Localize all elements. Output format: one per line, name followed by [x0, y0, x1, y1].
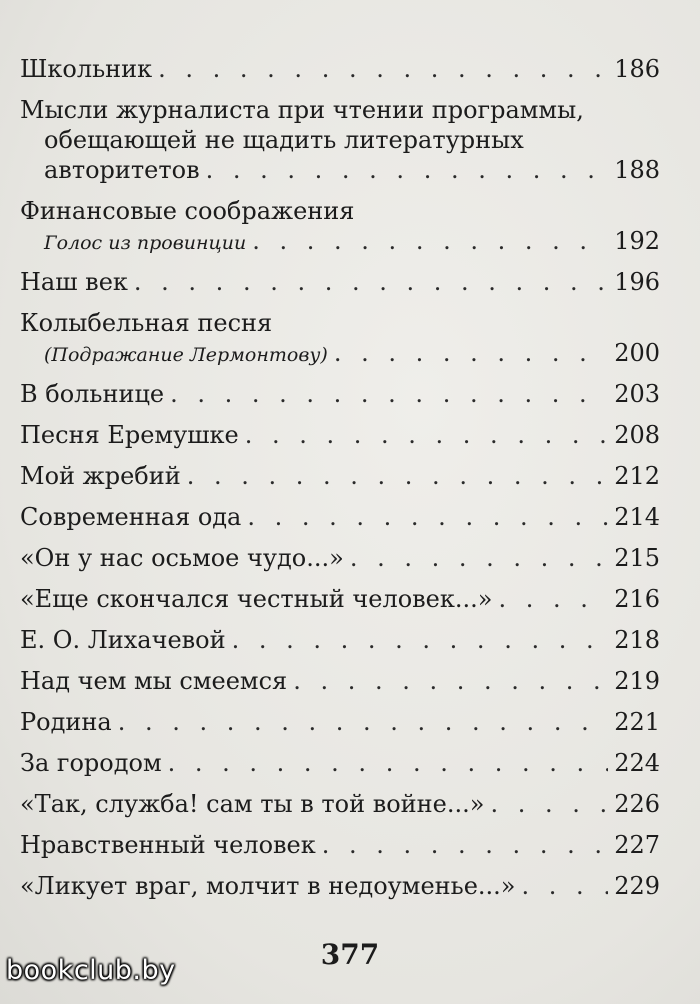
toc-entry-line	[20, 420, 660, 450]
toc-entry-page: 186	[614, 55, 660, 83]
toc-entry	[20, 95, 660, 185]
toc-entry-title: Финансовые соображения	[20, 197, 355, 225]
dot-leader	[245, 420, 608, 450]
toc-entry	[20, 420, 660, 450]
toc-entry-title: Песня Еремушке	[20, 421, 239, 449]
toc-entry-line	[20, 155, 660, 185]
dot-leader	[168, 748, 609, 778]
toc-entry-line	[20, 267, 660, 297]
page-number: 377	[320, 938, 380, 971]
toc-entry-title: Над чем мы смеемся	[20, 667, 288, 695]
toc-entry-title: «Так, служба! сам ты в той войне...»	[20, 790, 485, 818]
toc-entry-title: Колыбельная песня	[20, 309, 273, 337]
toc-entry-page: 214	[614, 503, 660, 531]
toc-entry-line	[20, 379, 660, 409]
toc-entry-title: Нравственный человек	[20, 831, 316, 859]
dot-leader	[252, 226, 608, 256]
toc-entry	[20, 666, 660, 696]
dot-leader	[334, 338, 608, 368]
dot-leader	[187, 461, 608, 491]
toc-entry-page: 229	[614, 872, 660, 900]
toc-entry	[20, 461, 660, 491]
toc-entry	[20, 830, 660, 860]
toc-entry-line	[20, 830, 660, 860]
toc-entry	[20, 789, 660, 819]
toc-entry-title: Современная ода	[20, 503, 242, 531]
dot-leader	[170, 379, 608, 409]
dot-leader	[293, 666, 608, 696]
toc-entry-line	[20, 54, 660, 84]
toc-entry	[20, 871, 660, 901]
toc-entry	[20, 502, 660, 532]
toc-entry	[20, 584, 660, 614]
toc-entry-title: обещающей не щадить литературных	[44, 126, 524, 154]
toc-entry	[20, 379, 660, 409]
toc-entry-line	[20, 625, 660, 655]
toc-entry-page: 216	[614, 585, 660, 613]
toc-entry-title: Мысли журналиста при чтении программы,	[20, 96, 584, 124]
toc-entry	[20, 543, 660, 573]
toc-entry-line	[20, 502, 660, 532]
toc-entry-line	[20, 871, 660, 901]
toc-entry-title: Мой жребий	[20, 462, 181, 490]
toc-entry-title: «Он у нас осьмое чудо...»	[20, 544, 344, 572]
toc-entry	[20, 54, 660, 84]
toc-entry-page: 218	[614, 626, 660, 654]
toc-entry-page: 200	[614, 339, 660, 367]
toc-entry-line	[20, 543, 660, 573]
toc-entry-page: 226	[614, 790, 660, 818]
toc-entry-line	[20, 707, 660, 737]
toc-entry-title: В больнице	[20, 380, 165, 408]
dot-leader	[498, 584, 608, 614]
dot-leader	[158, 54, 608, 84]
toc-entry	[20, 267, 660, 297]
toc-entry-page: 203	[614, 380, 660, 408]
dot-leader	[206, 155, 609, 185]
toc-entry-page: 192	[614, 227, 660, 255]
toc-entry-page: 196	[614, 268, 660, 296]
toc-entry-title: Школьник	[20, 55, 153, 83]
toc-entry-title: Родина	[20, 708, 112, 736]
toc-entry-line	[20, 748, 660, 778]
toc-entry-line	[20, 226, 660, 256]
toc-entry-title: Наш век	[20, 268, 128, 296]
toc-entry-page: 188	[614, 156, 660, 184]
toc-entry-title: «Еще скончался честный человек...»	[20, 585, 493, 613]
toc-entry-title: авторитетов	[44, 156, 200, 184]
toc-entry-title: «Ликует враг, молчит в недоуменье...»	[20, 872, 516, 900]
dot-leader	[490, 789, 608, 819]
toc-entry-page: 212	[614, 462, 660, 490]
toc-entry	[20, 196, 660, 256]
toc-entry-page: 215	[614, 544, 660, 572]
toc-entry-title: За городом	[20, 749, 162, 777]
dot-leader	[350, 543, 608, 573]
dot-leader	[134, 267, 608, 297]
toc-entry-page: 208	[614, 421, 660, 449]
toc-entry-line	[20, 666, 660, 696]
toc-entry	[20, 625, 660, 655]
toc-entry-line	[20, 789, 660, 819]
table-of-contents	[20, 54, 660, 901]
dot-leader	[322, 830, 608, 860]
dot-leader	[118, 707, 609, 737]
toc-entry	[20, 308, 660, 368]
toc-entry-page: 219	[614, 667, 660, 695]
toc-entry-line	[20, 461, 660, 491]
toc-entry-page: 221	[614, 708, 660, 736]
toc-entry	[20, 707, 660, 737]
toc-entry-subtitle: Голос из провинции	[44, 232, 247, 254]
toc-entry	[20, 748, 660, 778]
site-watermark: bookclub.by	[6, 955, 176, 986]
toc-entry-subtitle: (Подражание Лермонтову)	[44, 344, 328, 366]
dot-leader	[232, 625, 609, 655]
toc-entry-page: 227	[614, 831, 660, 859]
toc-entry-line	[20, 584, 660, 614]
dot-leader	[521, 871, 608, 901]
toc-entry-line	[20, 338, 660, 368]
toc-entry-title: Е. О. Лихачевой	[20, 626, 226, 654]
dot-leader	[247, 502, 608, 532]
toc-entry-page: 224	[614, 749, 660, 777]
